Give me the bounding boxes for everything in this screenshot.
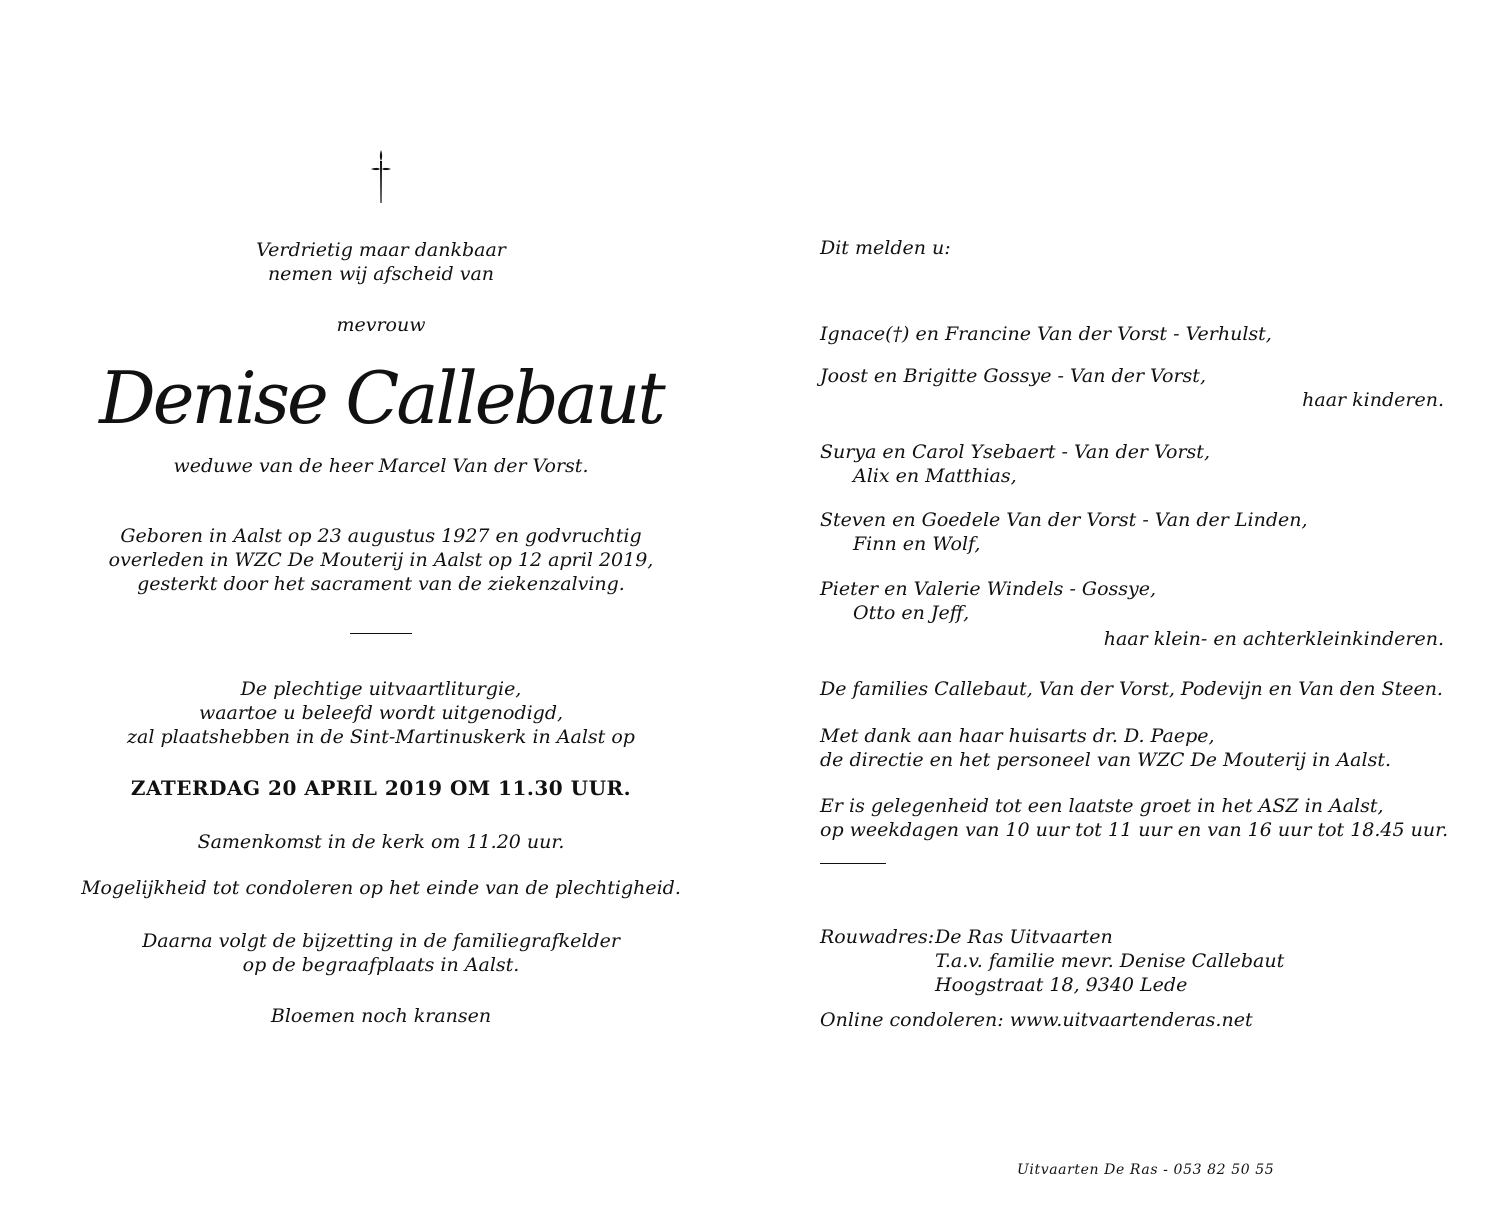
intro-line-2: nemen wij afscheid van [267, 263, 495, 285]
salutation: mevrouw [336, 314, 426, 336]
gathering-line: Samenkomst in de kerk om 11.20 uur. [197, 831, 565, 853]
children-line-2: Joost en Brigitte Gossye - Van der Vorst, [820, 365, 1206, 387]
condolences-line: Mogelijkheid tot condoleren op het einde van de plechtigheid. [81, 877, 681, 899]
grandchildren-1-parents: Surya en Carol Ysebaert - Van der Vorst, [820, 441, 1210, 463]
visit-line-2: op weekdagen van 10 uur tot 11 uur en van 16 uur tot 18.45 uur. [820, 819, 1449, 841]
liturgy-line-3: zal plaatshebben in de Sint-Martinuskerk in Aalst op [127, 726, 635, 748]
widow-line: weduwe van de heer Marcel Van der Vorst. [173, 455, 589, 477]
liturgy-line-2: waartoe u beleefd wordt uitgenodigd, [198, 702, 564, 724]
address-block [935, 925, 1284, 997]
online-condolence [820, 1008, 1460, 1032]
born-line-3: gesterkt door het sacrament van de ziekenzalving. [137, 573, 625, 595]
thanks-line-2: de directie en het personeel van WZC De Mouterij in Aalst. [820, 749, 1392, 771]
online-url[interactable]: www.uitvaartenderas.net [1009, 1009, 1253, 1031]
deceased-name: Denise Callebaut [99, 356, 663, 440]
burial-line-2: op de begraafplaats in Aalst. [242, 954, 520, 976]
grandchildren-1-kids: Alix en Matthias, [853, 465, 1017, 487]
burial-line-1: Daarna volgt de bijzetting in de familiegrafkelder [142, 930, 620, 952]
visit-line-1: Er is gelegenheid tot een laatste groet in het ASZ in Aalst, [820, 795, 1384, 817]
service-date: ZATERDAG 20 APRIL 2019 OM 11.30 UUR. [130, 776, 632, 800]
grandchildren-3-parents: Pieter en Valerie Windels - Gossye, [820, 578, 1157, 600]
children-line-1: Ignace(†) en Francine Van der Vorst - Verhulst, [820, 323, 1272, 345]
liturgy-line-1: De plechtige uitvaartliturgie, [240, 678, 522, 700]
grandchildren-label: haar klein- en achterkleinkinderen. [1103, 628, 1444, 650]
divider-right [820, 863, 886, 864]
grandchildren-3-kids: Otto en Jeff, [853, 602, 970, 624]
announce-line: Dit melden u: [820, 237, 951, 259]
address-line-1: De Ras Uitvaarten [935, 926, 1113, 948]
cross-icon [70, 148, 692, 204]
grandchildren-2-kids: Finn en Wolf, [853, 533, 981, 555]
flowers-line: Bloemen noch kransen [270, 1005, 492, 1027]
children-label: haar kinderen. [1302, 389, 1444, 411]
address-line-2: T.a.v. familie mevr. Denise Callebaut [935, 950, 1285, 972]
born-line-2: overleden in WZC De Mouterij in Aalst op 12 april 2019, [108, 549, 654, 571]
intro-line-1: Verdrietig maar dankbaar [256, 239, 506, 261]
divider-short [350, 633, 412, 634]
born-line-1: Geboren in Aalst op 23 augustus 1927 en godvruchtig [120, 525, 642, 547]
footer-text: Uitvaarten De Ras - 053 82 50 55 [1017, 1162, 1275, 1178]
thanks-line-1: Met dank aan haar huisarts dr. D. Paepe, [820, 725, 1215, 747]
online-label: Online condoleren: [820, 1009, 1004, 1031]
address-label: Rouwadres: [820, 926, 935, 948]
grandchildren-2-parents: Steven en Goedele Van der Vorst - Van der Linden, [820, 509, 1308, 531]
address-line-3: Hoogstraat 18, 9340 Lede [935, 974, 1188, 996]
families-line: De families Callebaut, Van der Vorst, Podevijn en Van den Steen. [820, 678, 1443, 700]
